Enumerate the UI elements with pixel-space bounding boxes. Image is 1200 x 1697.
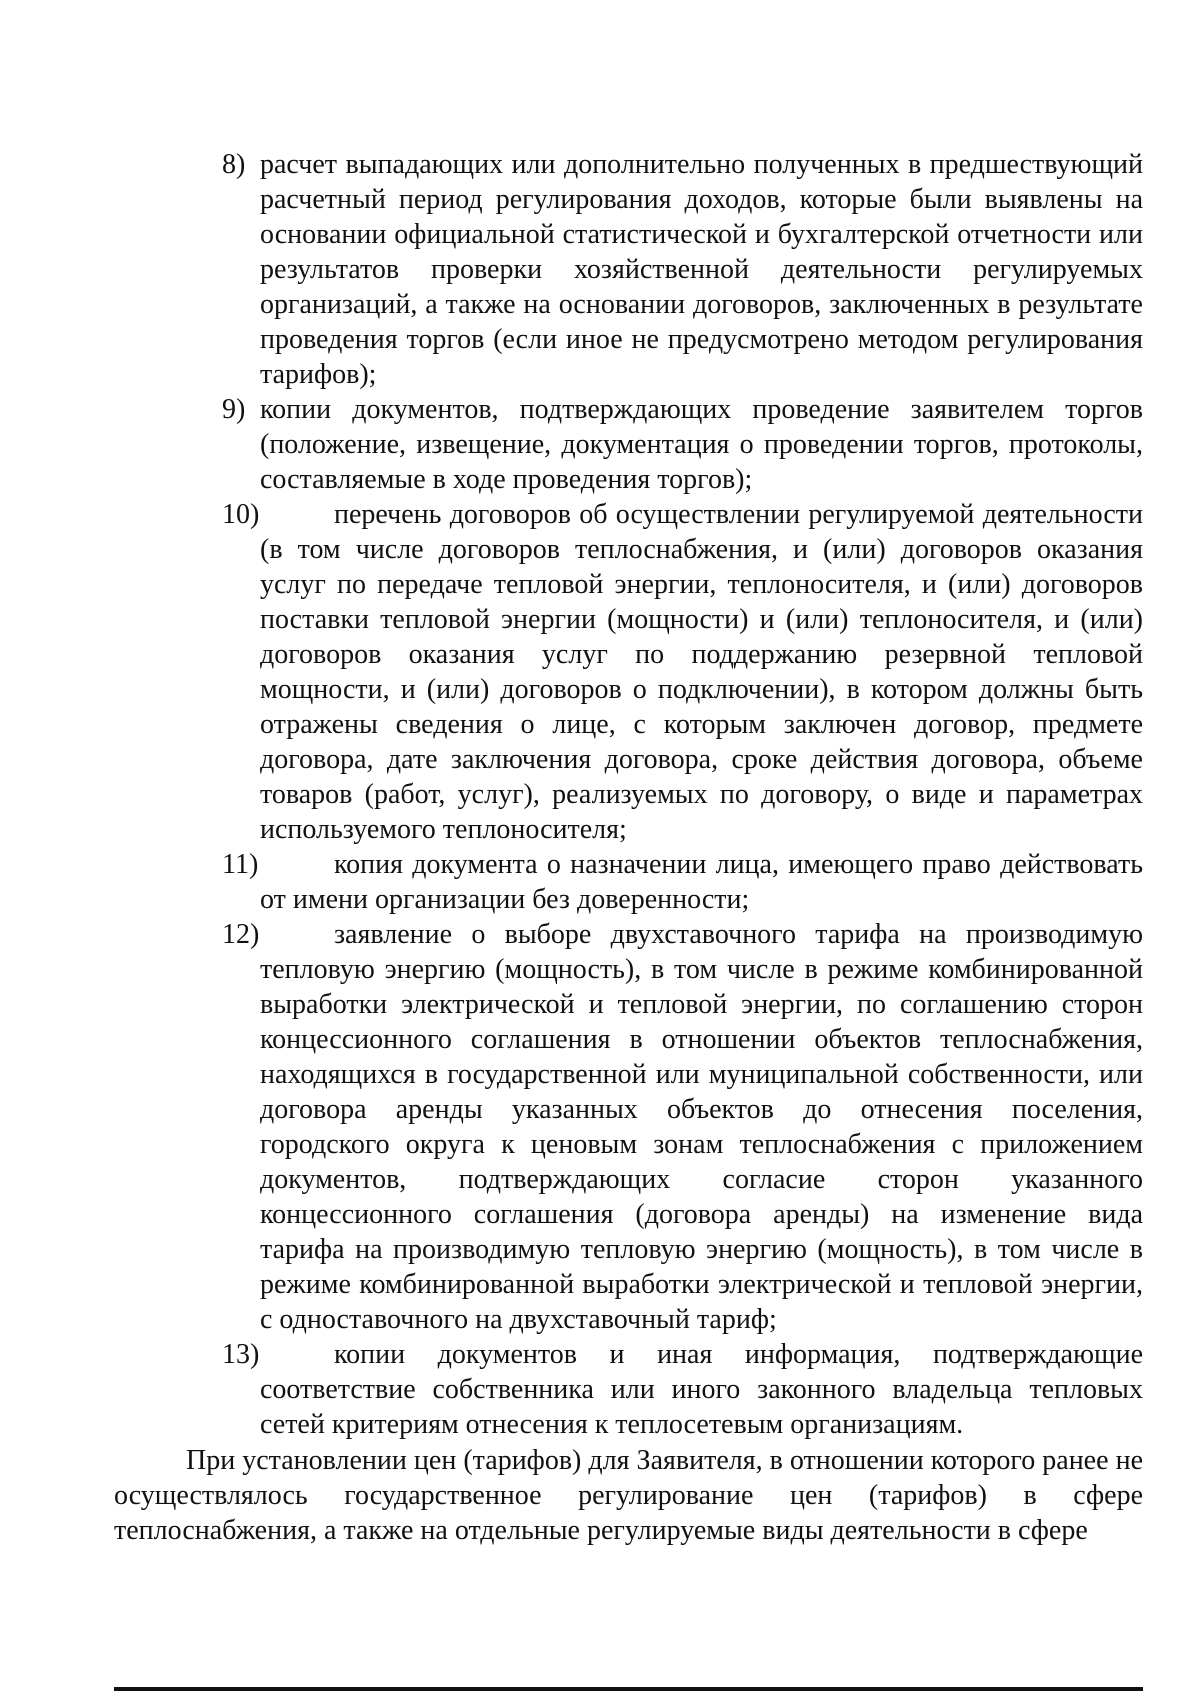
list-item-text: копия документа о назначении лица, имеющего право действовать от имени организации без доверенности; [260,849,1143,915]
list-item-number: 8) [222,149,246,180]
list-item [222,847,1143,917]
list-item-number: 11) [222,849,259,880]
list-item-text: заявление о выборе двухставочного тарифа на производимую тепловую энергию (мощность), в том числе в режиме комбинированной выработки электрической и тепловой энергии, по соглашению сторон концессионного соглашения в отношении объектов теплоснабжения, находящихся в государственной или муниципальной собственности, или договора аренды указанных объектов до отнесения поселения, городского округа к ценовым зонам теплоснабжения с приложением документов, подтверждающих согласие сторон указанного концессионного соглашения (договора аренды) на изменение вида тарифа на производимую тепловую энергию (мощность), в том числе в режиме комбинированной выработки электрической и тепловой энергии, с одноставочного на двухставочный тариф; [260,919,1143,1335]
list-item-text: копии документов и иная информация, подтверждающие соответствие собственника или иного законного владельца тепловых сетей критериям отнесения к теплосетевым организациям. [260,1339,1143,1440]
list-item-number: 12) [222,919,260,950]
list-item-text: перечень договоров об осуществлении регулируемой деятельности (в том числе договоров теплоснабжения, и (или) договоров оказания услуг по передаче тепловой энергии, теплоносителя, и (или) договоров поставки тепловой энергии (мощности) и (или) теплоносителя, и (или) договоров оказания услуг по поддержанию резервной тепловой мощности, и (или) договоров о подключении), в котором должны быть отражены сведения о лице, с которым заключен договор, предмете договора, дате заключения договора, сроке действия договора, объеме товаров (работ, услуг), реализуемых по договору, о виде и параметрах используемого теплоносителя; [260,499,1143,845]
closing-paragraph: При установлении цен (тарифов) для Заявителя, в отношении которого ранее не осуществлялось государственное регулирование цен (тарифов) в сфере теплоснабжения, а также на отдельные регулируемые виды деятельности в сфере [114,1445,1143,1546]
list-item-number: 10) [222,499,260,530]
list-item [222,497,1143,847]
list-item [222,147,1143,392]
numbered-list [222,147,1143,1442]
list-item-number: 13) [222,1339,260,1370]
list-item-number: 9) [222,394,246,425]
list-item-text: расчет выпадающих или дополнительно полученных в предшествующий расчетный период регулирования доходов, которые были выявлены на основании официальной статистической и бухгалтерской отчетности или результатов проверки хозяйственной деятельности регулируемых организаций, а также на основании договоров, заключенных в результате проведения торгов (если иное не предусмотрено методом регулирования тарифов); [260,149,1143,390]
footer-rule [114,1687,1143,1691]
list-item [222,917,1143,1337]
list-item [222,1337,1143,1442]
list-item-text: копии документов, подтверждающих проведение заявителем торгов (положение, извещение, документация о проведении торгов, протоколы, составляемые в ходе проведения торгов); [260,394,1143,495]
list-item [222,392,1143,497]
